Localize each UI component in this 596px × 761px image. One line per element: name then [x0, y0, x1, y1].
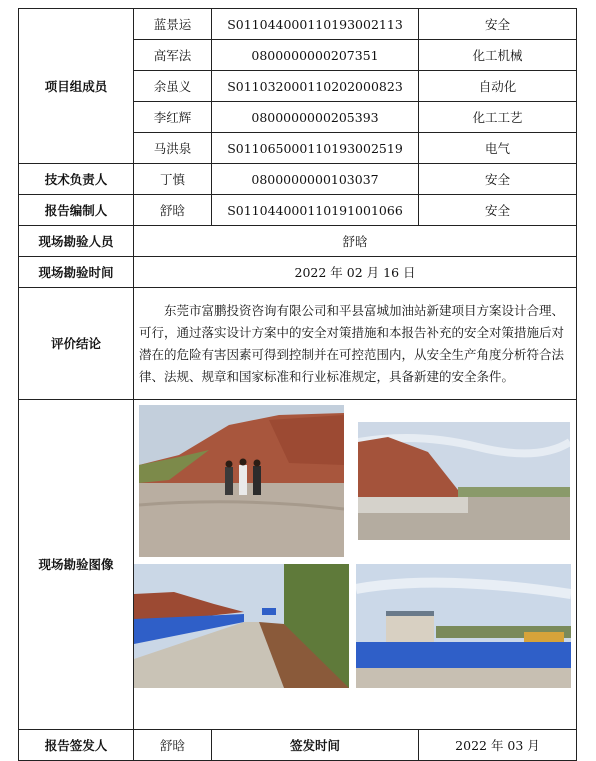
report-author-cert: S011044000110191001066 — [212, 195, 419, 226]
member-name: 高军法 — [134, 40, 212, 71]
member-name: 蓝景运 — [134, 9, 212, 40]
site-photo-2 — [358, 422, 570, 540]
site-photo-grid — [134, 402, 576, 728]
site-images-label: 现场勘验图像 — [19, 400, 134, 730]
member-name: 马洪泉 — [134, 133, 212, 164]
member-specialty: 电气 — [419, 133, 577, 164]
member-cert: S011065000110193002519 — [212, 133, 419, 164]
conclusion-text: 东莞市富鹏投资咨询有限公司和平县富城加油站新建项目方案设计合理、可行，通过落实设计方案中的安全对策措施和本报告补充的安全对策措施后对潜在的危险有害因素可得到控制并在可控范围内，从安全生产角度分析符合法律、法规、规章和国家标准和行业标准规定，具备新建的安全条件。 — [134, 288, 577, 400]
report-signer-value: 舒晗 — [134, 730, 212, 761]
member-specialty: 自动化 — [419, 71, 577, 102]
site-inspector-label: 现场勘验人员 — [19, 226, 134, 257]
site-inspector-value: 舒晗 — [134, 226, 577, 257]
tech-lead-cert: 0800000000103037 — [212, 164, 419, 195]
site-time-value: 2022 年 02 月 16 日 — [134, 257, 577, 288]
report-signer-label: 报告签发人 — [19, 730, 134, 761]
issue-time-value: 2022 年 03 月 — [419, 730, 577, 761]
member-cert: 0800000000207351 — [212, 40, 419, 71]
tech-lead-specialty: 安全 — [419, 164, 577, 195]
member-specialty: 安全 — [419, 9, 577, 40]
site-photo-4 — [356, 564, 571, 688]
report-author-specialty: 安全 — [419, 195, 577, 226]
team-members-label: 项目组成员 — [19, 9, 134, 164]
tech-lead-name: 丁慎 — [134, 164, 212, 195]
site-images-cell — [134, 400, 577, 730]
evaluation-info-table — [18, 8, 577, 761]
report-author-name: 舒晗 — [134, 195, 212, 226]
site-time-label: 现场勘验时间 — [19, 257, 134, 288]
member-specialty: 化工机械 — [419, 40, 577, 71]
member-name: 余虽义 — [134, 71, 212, 102]
site-photo-3 — [134, 564, 349, 688]
member-cert: S011044000110193002113 — [212, 9, 419, 40]
conclusion-label: 评价结论 — [19, 288, 134, 400]
member-name: 李红辉 — [134, 102, 212, 133]
member-cert: S011032000110202000823 — [212, 71, 419, 102]
member-cert: 0800000000205393 — [212, 102, 419, 133]
tech-lead-label: 技术负责人 — [19, 164, 134, 195]
issue-time-label: 签发时间 — [212, 730, 419, 761]
site-photo-1 — [139, 405, 344, 557]
member-specialty: 化工工艺 — [419, 102, 577, 133]
report-author-label: 报告编制人 — [19, 195, 134, 226]
